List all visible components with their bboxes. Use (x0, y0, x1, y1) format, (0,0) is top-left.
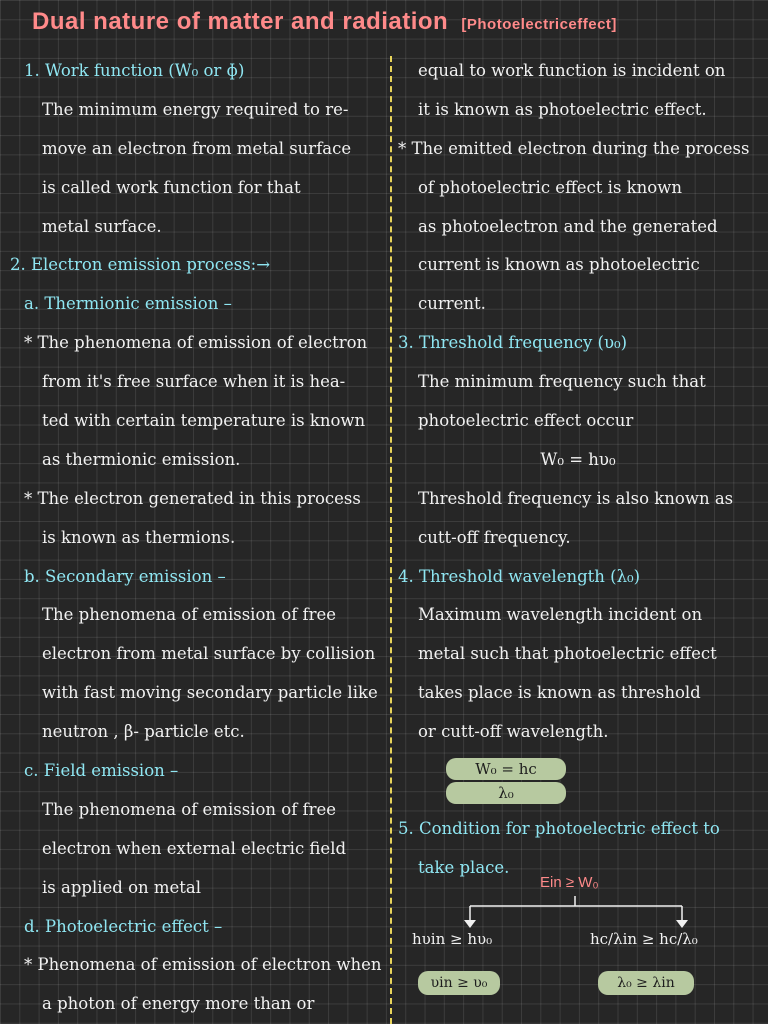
left-column-line: is known as thermions. (42, 527, 236, 547)
page-title (32, 8, 752, 36)
left-column-line: from it's free surface when it is hea- (42, 372, 346, 392)
right-column-line: it is known as photoelectric effect. (418, 99, 707, 119)
left-column-line: * Phenomena of emission of electron when (24, 955, 382, 975)
left-column-line: metal surface. (42, 216, 162, 236)
formula-box (446, 752, 758, 810)
left-column-line: * The phenomena of emission of electron (24, 333, 368, 353)
left-column-line: 1. Work function (W₀ or ɸ) (24, 61, 245, 80)
formula-denominator: λ₀ (446, 782, 566, 804)
left-column-line: The phenomena of emission of free (42, 605, 337, 625)
right-column-line: Threshold frequency is also known as (418, 488, 734, 508)
left-column-line: move an electron from metal surface (42, 138, 352, 158)
right-column-lines (398, 52, 758, 752)
right-column-line: as photoelectron and the generated (418, 216, 718, 236)
left-column-line: 2. Electron emission process:→ (10, 255, 271, 275)
right-column-line: The minimum frequency such that (418, 372, 706, 392)
column-divider (390, 56, 392, 1024)
right-column (398, 52, 758, 888)
left-column-line: The minimum energy required to re- (42, 99, 349, 119)
left-column-line: b. Secondary emission – (24, 566, 226, 586)
right-column-line: current is known as photoelectric (418, 255, 700, 275)
right-column-line: cutt-off frequency. (418, 527, 571, 547)
right-column-line: current. (418, 294, 486, 314)
left-column-line: is called work function for that (42, 177, 301, 197)
left-column-line: neutron , β- particle etc. (42, 722, 245, 742)
title-subtitle: [Photoelectriceffect] (461, 16, 617, 33)
left-column-line: electron when external electric field (42, 838, 347, 858)
right-column-line: 3. Threshold frequency (υ₀) (398, 333, 628, 353)
right-column-line: 4. Threshold wavelength (λ₀) (398, 566, 641, 586)
left-column-line: d. Photoelectric effect – (24, 916, 223, 936)
left-column-line: ted with certain temperature is known (42, 411, 366, 431)
condition-heading: 5. Condition for photoelectric effect to (398, 819, 720, 839)
left-column-line: The phenomena of emission of free (42, 799, 337, 819)
condition-energy: Ein ≥ W₀ (540, 874, 599, 891)
right-column-line: metal such that photoelectric effect (418, 644, 717, 664)
result-wavelength-pill: λ₀ ≥ λin (598, 971, 694, 995)
left-column-line: is applied on metal (42, 877, 202, 897)
condition-frequency: hυin ≥ hυ₀ (412, 930, 493, 948)
right-column-line: or cutt-off wavelength. (418, 722, 609, 742)
formula-numerator: W₀ = hc (446, 758, 566, 780)
left-column-line: as thermionic emission. (42, 449, 241, 469)
left-column-line: electron from metal surface by collision (42, 644, 376, 664)
right-column-line: takes place is known as threshold (418, 683, 701, 703)
left-column-line: c. Field emission – (24, 761, 179, 781)
left-column-line: * The electron generated in this process (24, 488, 361, 508)
right-column-line: W₀ = hυ₀ (540, 449, 616, 469)
branch-arrows-icon (400, 892, 700, 932)
title-text: Dual nature of matter and radiation (32, 8, 449, 35)
right-column-line: equal to work function is incident on (418, 61, 726, 80)
right-column-line: photoelectric effect occur (418, 411, 634, 431)
result-frequency-pill: υin ≥ υ₀ (418, 971, 500, 995)
right-column-line: Maximum wavelength incident on (418, 605, 703, 625)
left-column-line: a photon of energy more than or (42, 994, 315, 1014)
left-column-line: with fast moving secondary particle like (42, 683, 378, 703)
left-column (10, 52, 386, 1024)
left-column-line: a. Thermionic emission – (24, 294, 232, 314)
condition-wavelength: hc/λin ≥ hc/λ₀ (590, 930, 698, 948)
right-column-line: * The emitted electron during the process (398, 138, 750, 158)
condition-heading-cont: take place. (418, 857, 510, 877)
right-column-line: of photoelectric effect is known (418, 177, 682, 197)
